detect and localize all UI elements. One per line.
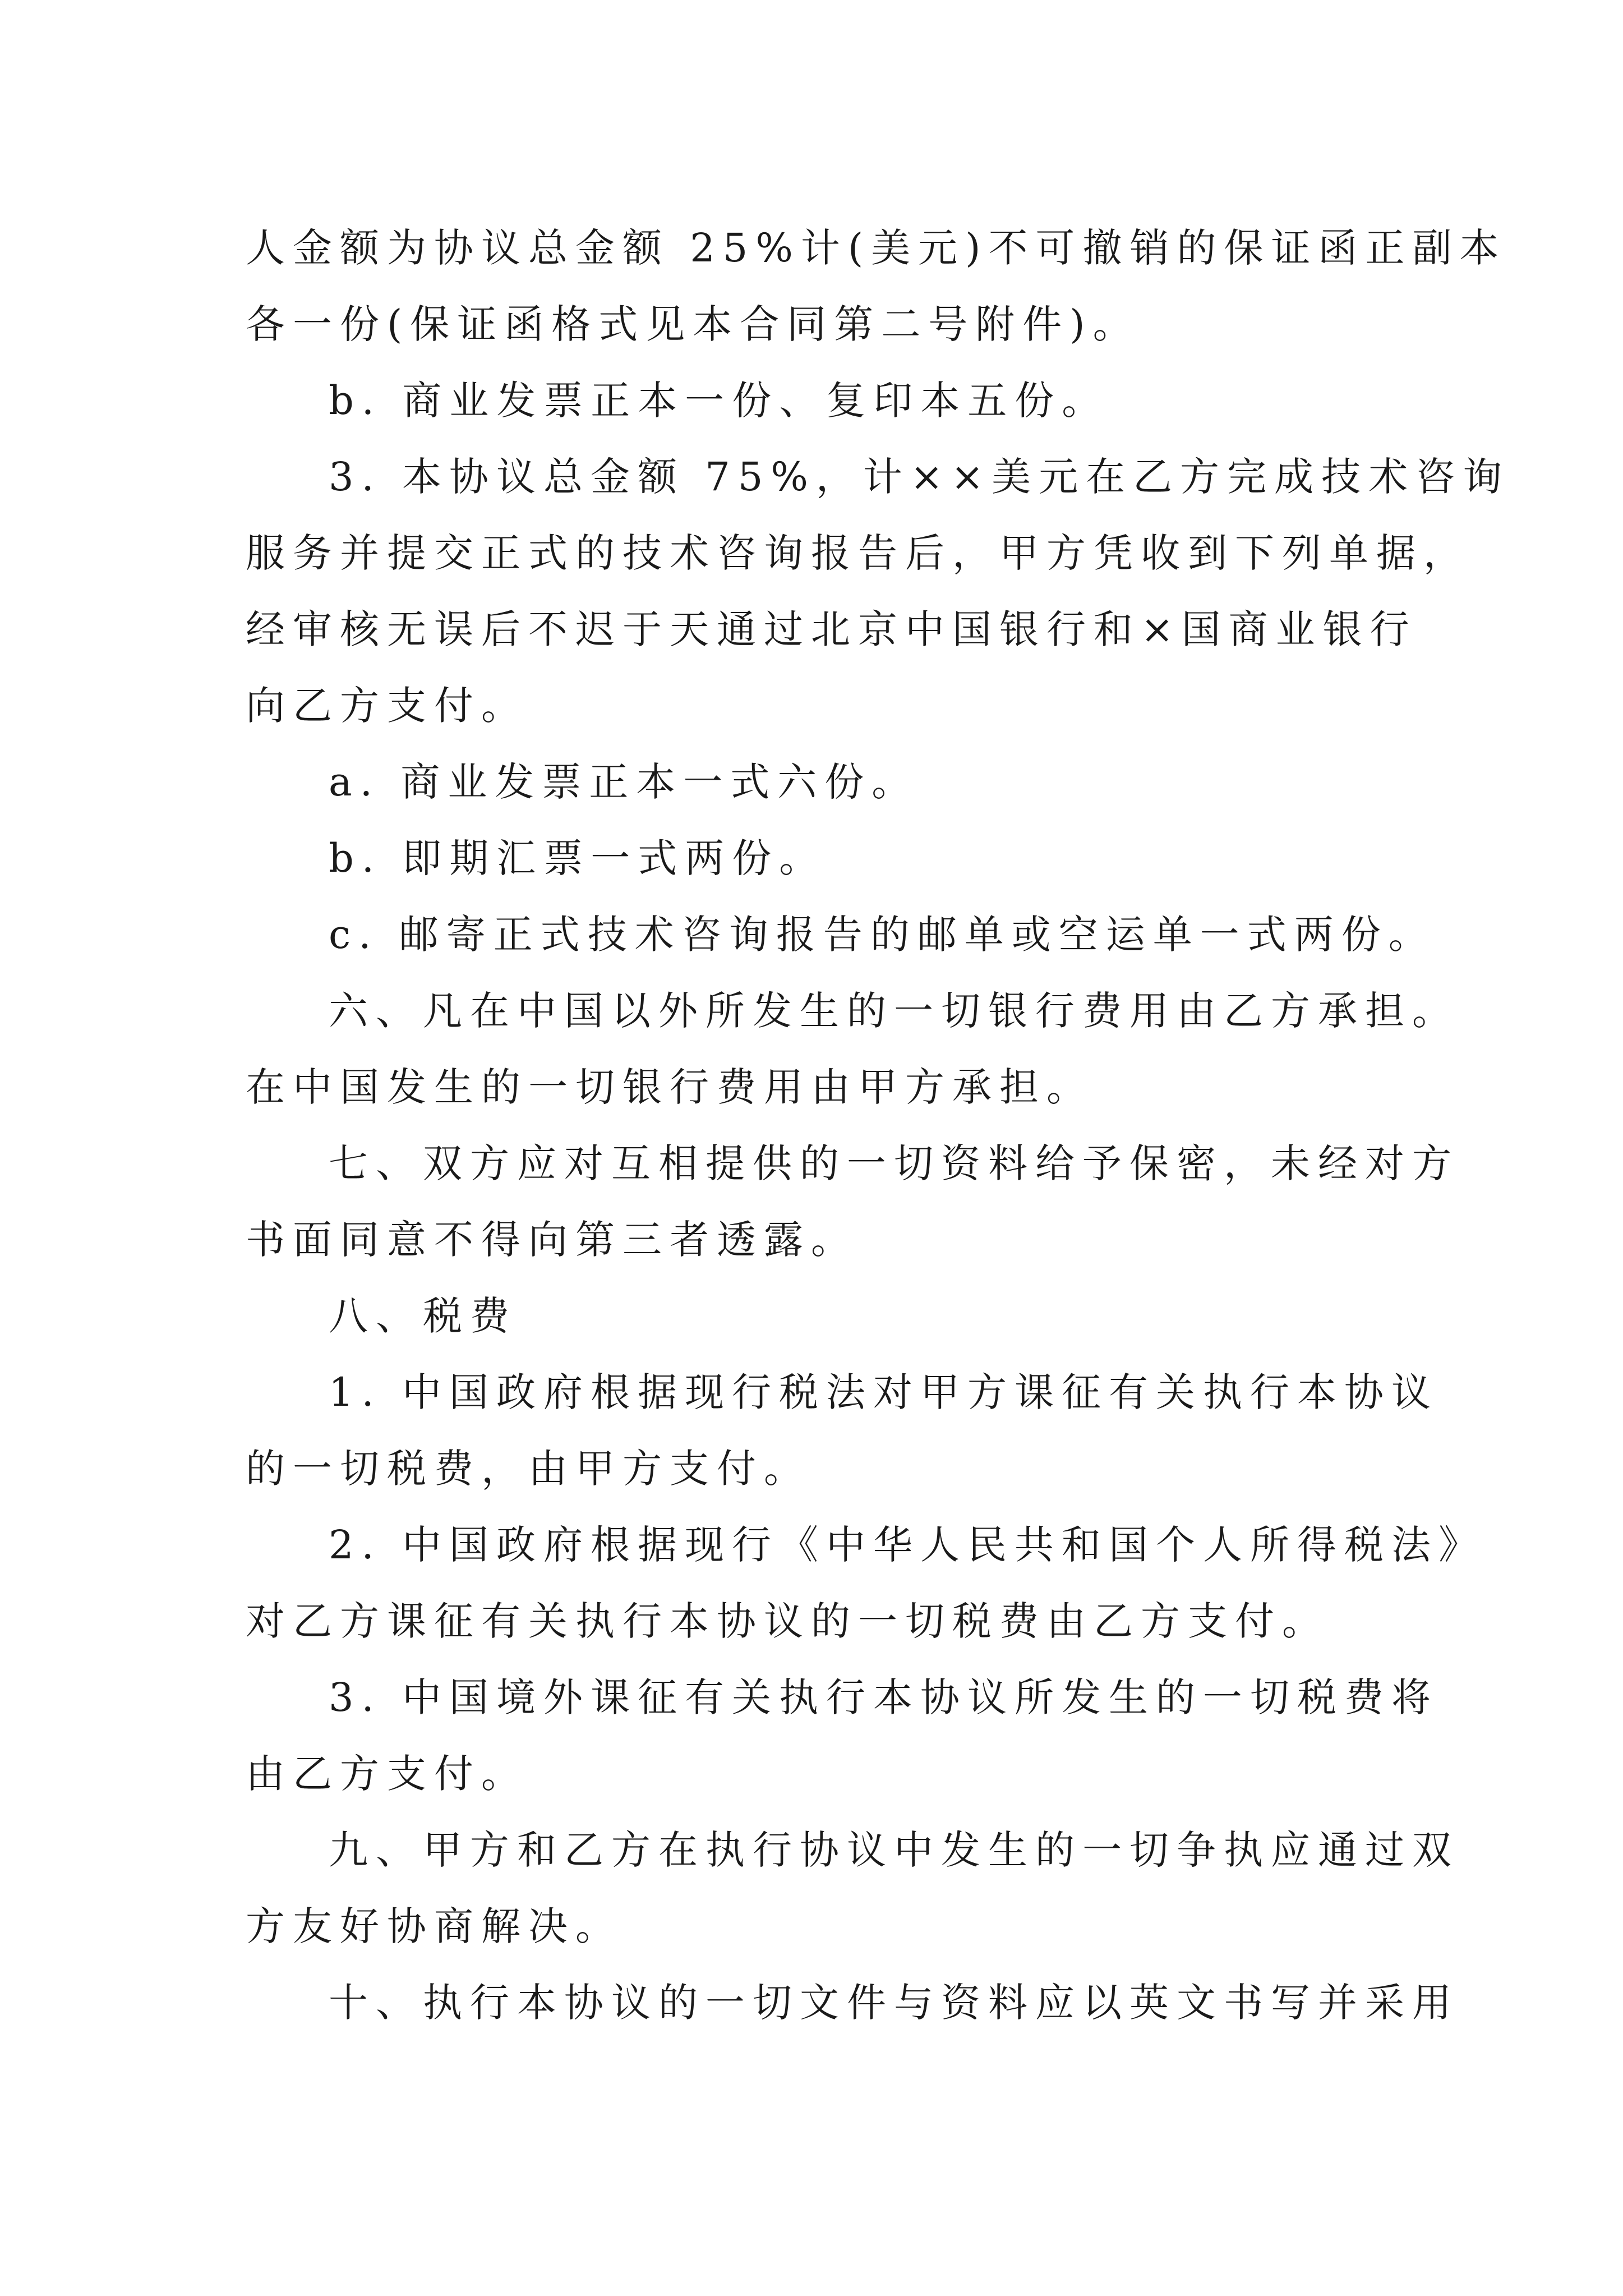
- text-line-20: 3. 中国境外课征有关执行本协议所发生的一切税费将: [329, 1674, 1439, 1720]
- text-line-8: a. 商业发票正本一式六份。: [329, 759, 919, 805]
- section-heading-taxes: 八、税费: [329, 1293, 517, 1339]
- text-line-5: 服务并提交正式的技术咨询报告后，甲方凭收到下列单据，: [246, 530, 1470, 576]
- text-line-16: 1. 中国政府根据现行税法对甲方课征有关执行本协议: [329, 1369, 1439, 1415]
- text-line-1: 人金额为协议总金额 25%计(美元)不可撤销的保证函正副本: [246, 225, 1507, 271]
- text-line-17: 的一切税费，由甲方支付。: [246, 1446, 811, 1492]
- text-line-2: 各一份(保证函格式见本合同第二号附件)。: [246, 301, 1140, 347]
- text-line-21: 由乙方支付。: [246, 1751, 528, 1797]
- text-line-7: 向乙方支付。: [246, 683, 528, 729]
- document-body: [246, 210, 1510, 2041]
- text-line-6: 经审核无误后不迟于天通过北京中国银行和×国商业银行: [246, 606, 1417, 652]
- text-line-13: 七、双方应对互相提供的一切资料给予保密，未经对方: [329, 1140, 1459, 1186]
- text-line-23: 方友好协商解决。: [246, 1903, 623, 1949]
- text-line-24: 十、执行本协议的一切文件与资料应以英文书写并采用: [329, 1980, 1459, 2026]
- text-line-22: 九、甲方和乙方在执行协议中发生的一切争执应通过双: [329, 1827, 1459, 1873]
- text-line-10: c. 邮寄正式技术咨询报告的邮单或空运单一式两份。: [329, 912, 1436, 958]
- text-line-14: 书面同意不得向第三者透露。: [246, 1217, 858, 1263]
- text-line-4: 3. 本协议总金额 75%，计××美元在乙方完成技术咨询: [329, 454, 1510, 500]
- text-line-3: b. 商业发票正本一份、复印本五份。: [329, 378, 1109, 424]
- text-line-12: 在中国发生的一切银行费用由甲方承担。: [246, 1064, 1094, 1110]
- text-line-9: b. 即期汇票一式两份。: [329, 835, 827, 881]
- text-line-19: 对乙方课征有关执行本协议的一切税费由乙方支付。: [246, 1598, 1329, 1644]
- text-line-18: 2. 中国政府根据现行《中华人民共和国个人所得税法》: [329, 1522, 1486, 1568]
- text-line-11: 六、凡在中国以外所发生的一切银行费用由乙方承担。: [329, 988, 1459, 1034]
